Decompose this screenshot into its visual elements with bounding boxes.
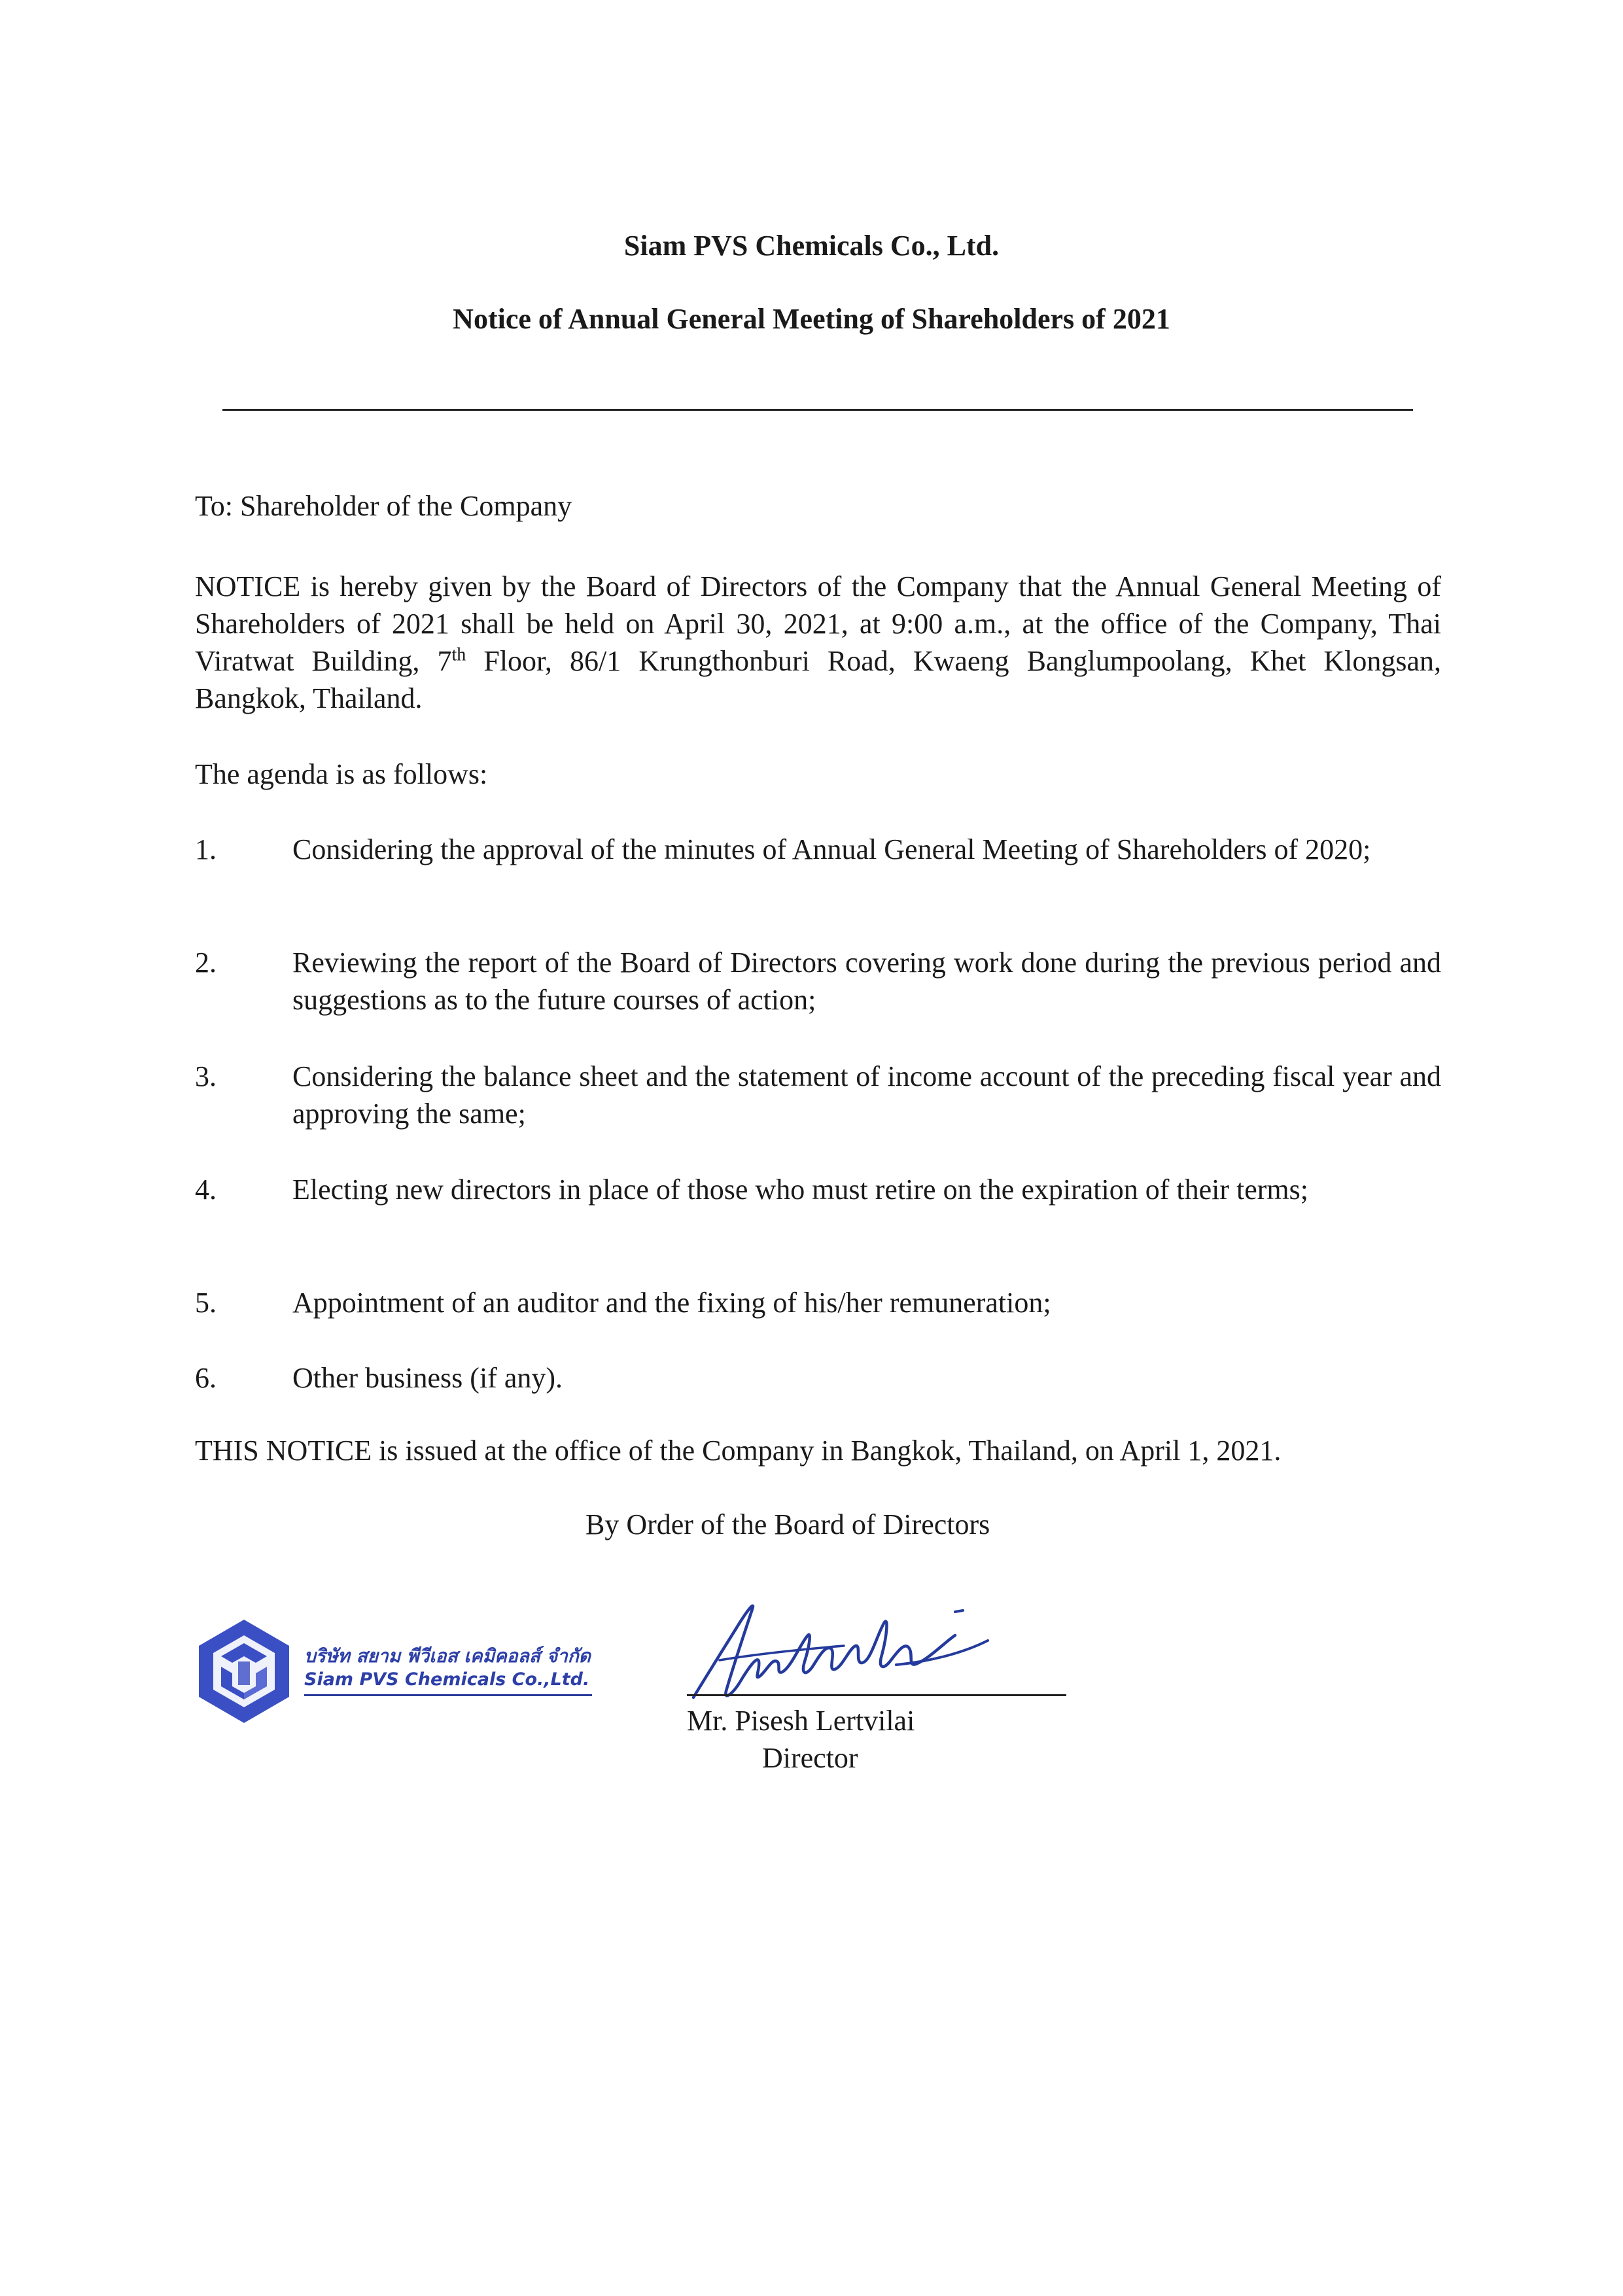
seal-underline: [304, 1694, 592, 1696]
stamp-thai-text: บริษัท สยาม พีวีเอส เคมิคอลส์ จำกัด: [304, 1645, 591, 1667]
agenda-item-number: 2.: [195, 947, 217, 979]
agenda-item-text: Considering the approval of the minutes of Annual General Meeting of Shareholders of 2020;: [292, 833, 1371, 865]
agenda-item-text: Appointment of an auditor and the fixing of his/her remuneration;: [292, 1287, 1051, 1319]
agenda-item-text: Considering the balance sheet and the statement of income account of the preceding fiscal year and approving the same;: [292, 1060, 1441, 1130]
addressee: To: Shareholder of the Company: [195, 490, 572, 522]
agenda-item-text: Other business (if any).: [292, 1362, 563, 1394]
signature-line: [687, 1694, 1066, 1696]
agenda-item-number: 6.: [195, 1362, 217, 1394]
notice-text-before: NOTICE is hereby given by the Board of Directors of the Company that the Annual General Meeting of Shareholders of 2021 shall be held on April 30, 2021, at 9:00 a.m., at the office of the Company, Thai Viratwat Building, 7: [195, 570, 1441, 677]
agenda-item-number: 3.: [195, 1060, 217, 1092]
signatory-name: Mr. Pisesh Lertvilai: [687, 1705, 915, 1737]
notice-text-after: Floor, 86/1 Krungthonburi Road, Kwaeng Banglumpoolang, Khet Klongsan, Bangkok, Thailand.: [195, 645, 1441, 714]
header-rule: [222, 409, 1413, 411]
document-title: Notice of Annual General Meeting of Shareholders of 2021: [453, 303, 1170, 335]
agenda-item-number: 1.: [195, 833, 217, 865]
agenda-intro: The agenda is as follows:: [195, 758, 488, 790]
agenda-item-text: Electing new directors in place of those who must retire on the expiration of their terms;: [292, 1174, 1308, 1206]
agenda-item-number: 5.: [195, 1287, 217, 1319]
company-name: Siam PVS Chemicals Co., Ltd.: [623, 230, 1000, 262]
agenda-item-number: 4.: [195, 1174, 217, 1206]
stamp-english-text: Siam PVS Chemicals Co.,Ltd.: [304, 1669, 590, 1690]
notice-paragraph: [195, 568, 1441, 717]
agenda-item-text: Reviewing the report of the Board of Directors covering work done during the previous period and suggestions as to the future courses of action;: [292, 947, 1441, 1016]
company-seal-icon: [188, 1616, 300, 1727]
signatory-title: Director: [762, 1742, 858, 1774]
closing-line: By Order of the Board of Directors: [585, 1508, 990, 1540]
issued-statement: THIS NOTICE is issued at the office of the Company in Bangkok, Thailand, on April 1, 2021.: [195, 1435, 1282, 1467]
notice-superscript: th: [451, 644, 466, 665]
